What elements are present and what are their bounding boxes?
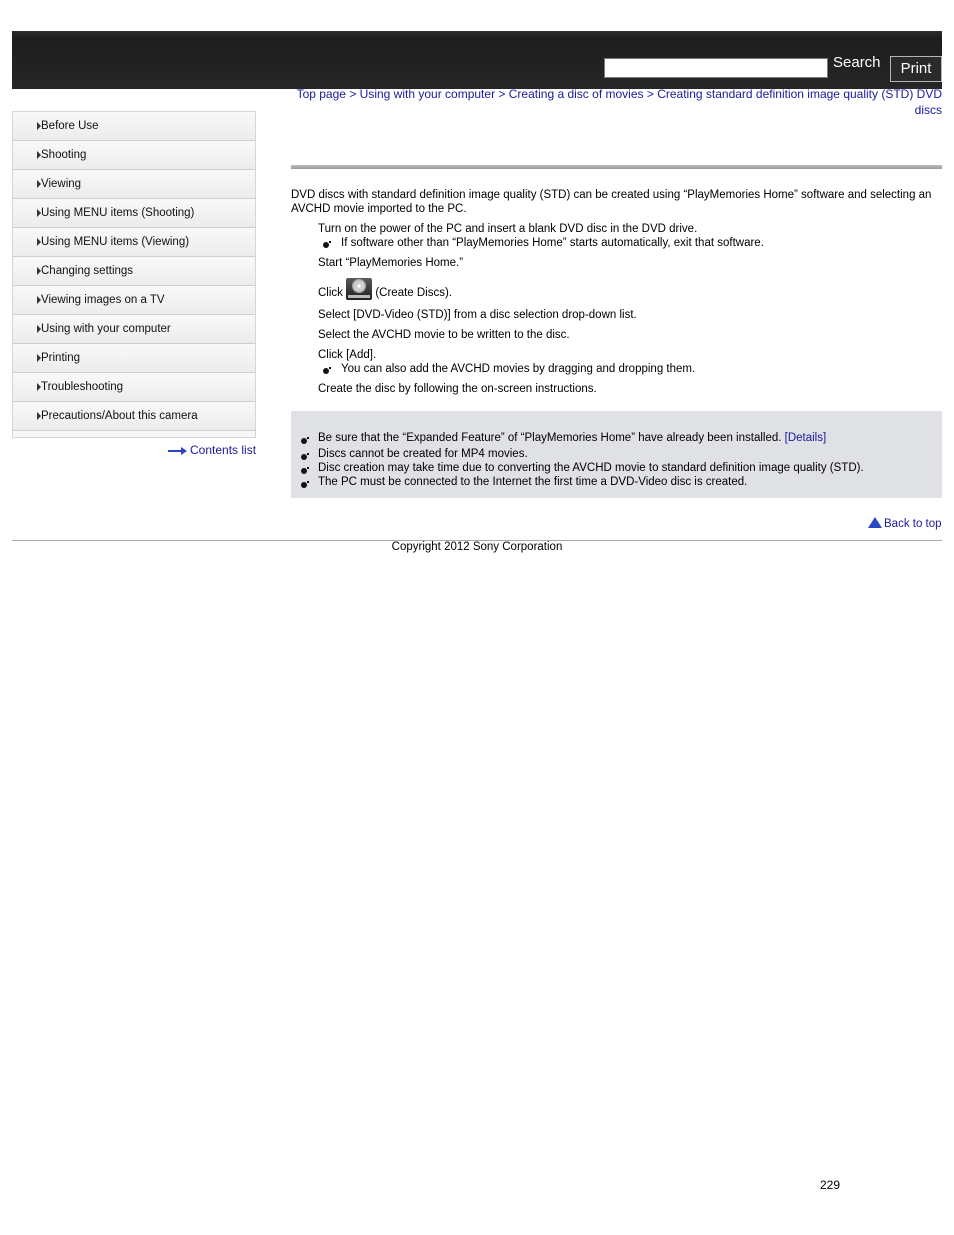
sidebar-item-troubleshooting[interactable] <box>13 373 255 402</box>
sidebar-item-label: Troubleshooting <box>41 381 124 393</box>
details-link[interactable]: [Details] <box>784 432 827 444</box>
sidebar <box>12 111 256 438</box>
intro-text: DVD discs with standard definition image quality (STD) can be created using “PlayMemories Home” software and selecting an AVCHD movie imported to the PC. <box>291 189 932 215</box>
notes-box <box>291 411 942 498</box>
sidebar-item-menu-viewing[interactable] <box>13 228 255 257</box>
step-1: Turn on the power of the PC and insert a blank DVD disc in the DVD drive. <box>318 223 698 235</box>
back-to-top-link[interactable] <box>868 517 942 530</box>
bullet-icon <box>301 480 309 488</box>
note-1 <box>318 431 826 445</box>
step-2: Start “PlayMemories Home.” <box>318 257 464 269</box>
step-1-note: If software other than “PlayMemories Home” starts automatically, exit that software. <box>341 237 764 249</box>
bullet-icon <box>323 240 331 248</box>
arrow-right-icon <box>168 447 188 455</box>
step-3-text-before: Click <box>318 287 343 299</box>
contents-list-link[interactable] <box>168 443 256 457</box>
bullet-icon <box>301 436 309 444</box>
copyright: Copyright 2012 Sony Corporation <box>391 541 563 553</box>
sidebar-item-viewing[interactable] <box>13 170 255 199</box>
breadcrumb-top-page[interactable]: Top page <box>296 87 346 101</box>
step-6-note: You can also add the AVCHD movies by dragging and dropping them. <box>341 363 696 375</box>
back-to-top-label: Back to top <box>884 518 942 530</box>
sidebar-item-label: Shooting <box>41 149 87 161</box>
print-button[interactable]: Print <box>890 56 942 82</box>
sidebar-item-label: Printing <box>41 352 80 364</box>
sidebar-item-label: Using with your computer <box>41 323 171 335</box>
sidebar-item-changing-settings[interactable] <box>13 257 255 286</box>
create-discs-icon <box>346 278 372 300</box>
step-3-text-after: (Create Discs). <box>375 287 453 299</box>
note-4: The PC must be connected to the Internet the first time a DVD-Video disc is created. <box>318 476 748 488</box>
sidebar-item-precautions[interactable] <box>13 402 255 431</box>
breadcrumb-separator: > <box>349 87 357 101</box>
step-6: Click [Add]. <box>318 349 377 361</box>
breadcrumb-separator: > <box>646 87 654 101</box>
contents-list-label: Contents list <box>190 443 257 457</box>
breadcrumb-current-page[interactable]: Creating standard definition image quality (STD) DVD discs <box>657 87 942 117</box>
sidebar-item-menu-shooting[interactable] <box>13 199 255 228</box>
sidebar-item-label: Viewing <box>41 178 82 190</box>
title-divider <box>291 165 942 169</box>
breadcrumb-separator: > <box>498 87 506 101</box>
sidebar-item-label: Before Use <box>41 120 99 132</box>
sidebar-item-printing[interactable] <box>13 344 255 373</box>
sidebar-item-shooting[interactable] <box>13 141 255 170</box>
arrow-up-icon <box>868 517 882 528</box>
step-3 <box>318 278 452 304</box>
step-5: Select the AVCHD movie to be written to the disc. <box>318 329 570 341</box>
sidebar-item-label: Using MENU items (Viewing) <box>41 236 190 248</box>
bullet-icon <box>301 466 309 474</box>
breadcrumb-creating-disc[interactable]: Creating a disc of movies <box>508 87 644 101</box>
sidebar-item-label: Viewing images on a TV <box>41 294 165 306</box>
sidebar-item-using-with-computer[interactable] <box>13 315 255 344</box>
search-button[interactable]: Search <box>833 54 881 71</box>
sidebar-item-before-use[interactable] <box>13 112 255 141</box>
sidebar-item-label: Changing settings <box>41 265 134 277</box>
search-input[interactable] <box>604 58 828 78</box>
note-3: Disc creation may take time due to converting the AVCHD movie to standard definition image quality (STD). <box>318 462 864 474</box>
sidebar-item-viewing-on-tv[interactable] <box>13 286 255 315</box>
header-bar <box>12 31 942 89</box>
sidebar-footer <box>13 431 255 437</box>
breadcrumb-using-with-computer[interactable]: Using with your computer <box>359 87 496 101</box>
step-4: Select [DVD-Video (STD)] from a disc selection drop-down list. <box>318 309 637 321</box>
bullet-icon <box>323 366 331 374</box>
note-2: Discs cannot be created for MP4 movies. <box>318 448 528 460</box>
sidebar-item-label: Precautions/About this camera <box>41 410 198 422</box>
page-number: 229 <box>820 1178 841 1192</box>
sidebar-item-label: Using MENU items (Shooting) <box>41 207 195 219</box>
step-7: Create the disc by following the on-screen instructions. <box>318 383 597 395</box>
breadcrumb <box>291 86 942 118</box>
bullet-icon <box>301 452 309 460</box>
note-1-text: Be sure that the “Expanded Feature” of “PlayMemories Home” have already been installed. <box>318 432 782 444</box>
